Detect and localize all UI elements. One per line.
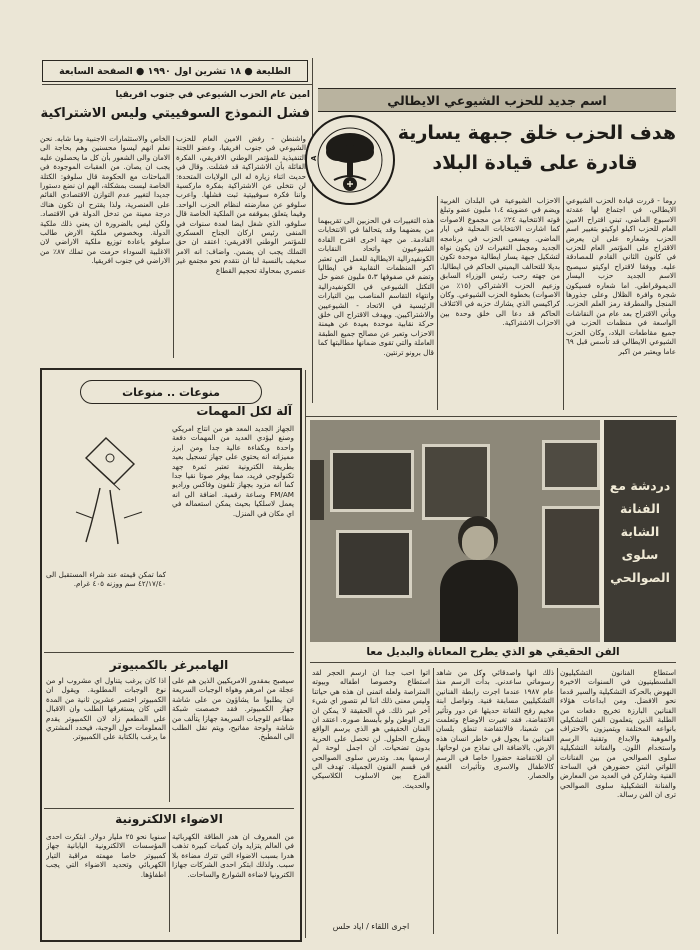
painting [310, 460, 324, 520]
article1-title: آلة لكل المهمات [196, 404, 292, 418]
left-headline: فشل النموذج السوفييتي وليس الاشتراكية [40, 106, 310, 121]
left-kicker: امين عام الحزب الشيوعي في جنوب افريقيا [115, 90, 310, 100]
article2-col1: سيصبح بمقدور الامريكيين الذين هم على عجلة من امرهم وهواة الوجبات السريعة ان يطلبوا ما يشاؤون من على شاشة جهاز الكمبيوتر. فقد خصصت شبكة مطاعم للوجبات السريعة جهازا يتألف من شاشة ولوحة مفاتيح، ويتم نقل الطلب الى المطبخ. [172, 676, 294, 742]
interview-title-box [604, 420, 676, 642]
interview-title: دردشة مع الفنانة الشابة سلوى الصوالحي [609, 477, 671, 585]
painting [330, 450, 414, 512]
interview-col-b: ذلك انها واصدقائي وكل من شاهد رسوماتي ساعدني. بدأت الرسم منذ عام ١٩٨٧ عندما اجرت رابطة الفنانين التشكيليين مسابقة فنية. وتواصل ابنة مخيم رفح التفاتة حديثها عن دور وتأثير الانتفاضة، فقد تغيرت الاوضاع وتعلمت من شعبنا، فالانتفاضة تنطق بلسان الفنانين ما يجول في خاطر انسان هذه الارض. بالاضافة الى نماذج من لوحاتها. ان للانتفاضة حضورا خاصا في الرسم كالاطفال والاسرى وتأثيرات القمع والحصار. [436, 668, 554, 781]
varieties-header [80, 380, 262, 404]
interview-col-a: اتوا احب جدا ان ارسم الحجر لقد استطاع وخصوصا اطفاله وبيوته المتراصة ولعله اتمنى ان هذه هي حياتنا وليس معنى ذلك اننا لم نتصور اي شيء آخر غير ذلك. في الحقيقة لا يمكن ان نرى الوطن ولو بأبسط صوره. اعتقد ان الفنان الحقيقي هو الذي يرسم الواقع ويطرح الحلول. لن تحصل على الحرية بدون تضحيات. ان اجمل لوحة لم ارسمها بعد. وتدرس سلوى الصوالحي في قسم الفنون الجميلة. تهدف الى المزج بين الاسلوب الكلاسيكي والحديث. [312, 668, 430, 790]
article3-col2: سنويا نحو ٢٥ مليار دولار. ابتكرت احدى المؤسسات الالكترونية اليابانية جهاز كمبيوتر خاصا مهمته مراقبة التيار الكهربائي وتحديد الاضواء التي يجب اطفاؤها. [46, 832, 166, 879]
article2-col2: اذا كان يرغب يتناول اي مشروب او من نوع الوجبات المطلوبة. ويقول ان الكمبيوتر اختصر عشرين ثانية من المدة التي كان يستغرقها الطلب وان الاقبال على المطعم زاد لان الكمبيوتر يقدم المعلومات حول الوجبة، فيحدد المشتري ما يرغب بالكتابة على الكمبيوتر. [46, 676, 166, 742]
right-headline-1: هدف الحزب خلق جبهة يسارية [397, 122, 676, 144]
logo-ring-text: A [309, 155, 319, 162]
byline: اجرى اللقاء / اياد حلس [332, 922, 410, 931]
folio-text: الطليعة ● ١٨ تشرين اول ١٩٩٠ ● الصفحة السابعة [59, 65, 291, 77]
right-headline-2: قادرة على قيادة البلاد [432, 152, 638, 174]
right-banner-text: اسم جديد للحزب الشيوعي الايطالي [387, 92, 607, 108]
left-article-col2: الخاص والاستثمارات الاجنبية وما شابه. نحن نعلم انهم ليسوا محسنين وهم بحاجة الى الامان والى الشعور بأن كل ما يحصلون عليه يجب ان يصان. من العقبات الموجودة في المباحثات مع الحكومة قال سلوفو: الكتلة الخاصة ليست بمشكلة، الهم ان نضع دستورا جديدا لتغيير عدم التوازن الاقتصادي القائم على العنصرية، ولذا يقترح ان تكون هناك درجة معينة من تدخل الدولة في الاقتصاد. ولكن ليس بالضرورة ان يعني ذلك ملكية الدولة. وبخصوص ملكية الارض طالب سلوفو باعادة توزيع ملكية الاراضي لان الاغلبية السوداء حرمت من تملك ٨٧٪ من الاراضي في جنوب افريقيا. [40, 134, 170, 266]
artist-figure [462, 526, 494, 560]
right-banner [318, 88, 676, 112]
exhibition-photo [310, 420, 600, 642]
painting [542, 440, 600, 490]
article1-price: كما تمكن قيمته عند شراء المستقبل الى ٤٢/١٧/٤٠ سم ووزنه ٤٠٥ غرام. [46, 570, 166, 589]
painting [336, 530, 412, 598]
right-article-col3: هذه التغييرات في الحزبين الى تقريبهما من بعضهما وقد يتحالفا في الانتخابات القادمة. من جهة اخرى اقترح القادة الشيوعيون واتحاد النقابات الكونفيدرالية الايطالية للعمل التي تعتبر اكبر المنظمات النقابية في ايطاليا وتضم في صفوفها ٥،٣ مليون عضو حل التكتل الشيوعي في الكونفيدرالية وانتهاء التقاسم المناصب بين التيارات الرئيسية في الاتحاد - الشيوعيين والاشتراكيين. ويهدف الاقتراح الى خلق حركة نقابية موحدة بعيدة عن هيمنة الاحزاب وتعبر عن مصالح جميع الطبقة العاملة والتي تقوى ضمانها مطالبتها كما قال برونو ترنتين. [318, 216, 434, 357]
interview-col-c: استطاع الفنانون التشكيليون الفلسطينيون في السنوات الاخيرة النهوض بالحركة التشكيلية والسير قدما نحو الافضل. ومن ابداعات هؤلاء الفنانين البارزة تخريج دفعات من الطلبة الذين يتعلمون الفن التشكيلي بانواعه المختلفة ويتميزون بالاحتراف والموهبة والابداع وتقنية الرسم واستخدام اللون. والفنانة التشكيلية سلوى الصوالحي من بين الفنانات اللواتي اثبتن حضورهن في الساحة الفنية وشاركن في العديد من المعارض والفنانة التشكيلية سلوى الصوالحي ترى ان الفن رسالة. [560, 668, 676, 800]
right-article-col2: الاحزاب الشيوعية في البلدان الغربية ويضم في عضويته ١،٤ مليون عضو وتبلغ قوته الانتخابية ٢٤٪ من مجموع الاصوات كما اشارت الانتخابات المحلية في ايار الماضي. ويسعى الحزب في برنامجه الجديد ومجمل التغيرات لان يكون نواة لتشكيل جبهة يسار ايطالية موحدة تكون بديلا للتحالف اليميني الحاكم في ايطاليا. من جهته رحب رئيس الوزراء السابق وزعيم الحزب الاشتراكي (١٥٪ من الاصوات) بخطوة الحزب الشيوعي. وكان كراكيسي الذي يشارك حزبه في الائتلاف الحاكم قد دعا الى خلق وحدة بين الاحزاب الاشتراكية. [440, 196, 560, 328]
party-logo [304, 110, 396, 214]
folio-bar [42, 60, 308, 82]
photo-caption: الفن الحقيقي هو الذي يطرح المعاناة والبديل معا [310, 646, 676, 663]
article2-title: الهامبرغر بالكمبيوتر [109, 658, 229, 672]
painting [422, 444, 490, 520]
article3-title: الاضواء الالكترونية [115, 812, 223, 826]
painting [542, 506, 600, 608]
artist-figure [440, 560, 518, 642]
left-article-col1: واشنطن - رفض الامين العام للحزب الشيوعي في جنوب افريقيا، وعضو اللجنة التنفيذية للمؤتمر الوطني الافريقي، الفكرة القائلة بأن الاشتراكية قد فشلت. وقال في حديث اثناء زيارة له الى الولايات المتحدة: لن نتخلى عن الاشتراكية بفكرة ماركسية واننا فكرة سوفييتية ثبت فشلها. واعرب سلوفو عن معارضته لنظام الحزب الواحد. وفيما يتعلق بموقفه من الملكية الخاصة قال سلوفو، الذي شغل ايضا لعدة سنوات في المنفى رئيس اركان الجناح العسكري للمؤتمر الوطني الافريقي: اعتقد ان حق التملك يجب ان يضمن. واضاف: انه الامر سخيف بالنسبة لنا ان نتقدم نحو مجتمع غير عنصري بمحاولة تحجيم القطاع [176, 134, 306, 275]
article1-body: الجهاز الجديد المعد هو من انتاج امريكي وصنع ليؤدي العديد من المهمات دفعة واحدة وبكفاءة عالية جدا ومن ابرز مميزاته انه يحتوي على جهاز تسجيل بعيد بطريقة الكترونية تعتبر ثمرة جهد تكنولوجي فريد، مما يوفر صوتا نقيا جدا كما انه مزود بجهاز تلفون وفاكس وراديو FM/AM وساعة رقمية. اضافة الى انه يعمل لاسلكيا بحيث يمكن استعماله في اي مكان في المنزل. [172, 424, 294, 518]
varieties-header-text: منوعات .. منوعات [122, 385, 220, 399]
article3-col1: من المعروف ان هدر الطاقة الكهربائية في العالم يتزايد وان كميات كبيرة تذهب هدرا بسبب الاضواء التي تترك مضاءة بلا سبب. ولذلك ابتكر احدى الشركات جهازا الكترونيا لاضاءة الشوارع والساحات. [172, 832, 294, 879]
right-article-col1: روما - قررت قيادة الحزب الشيوعي الايطالي، في اجتماع لها عقدته الاسبوع الماضي، تبني اقتراح الامين العام للحزب اكيلو اوكيتو بتغيير اسم الحزب وشعاره على ان يعرض الاقتراح على المؤتمر العام للحزب في كانون الثاني القادم للمصادقة عليه. ووفقا لاقتراح اوكيتو سيصبح الاسم الجديد حزب اليسار الديموقراطي. اما شعاره فسيكون شجرة وافرة الظلال وعلى جذورها المنجل والمطرقة رمز العلم الحزب. ويأتي الاقتراح بعد عام من النقاشات الواسعة في منظمات الحزب في جميع مقاطعات البلاد، وكان الحزب الشيوعي الايطالي قد تأسس قبل ٦٩ عاما ويعتبر من اكبر [566, 196, 676, 356]
device-drawing [56, 428, 166, 548]
